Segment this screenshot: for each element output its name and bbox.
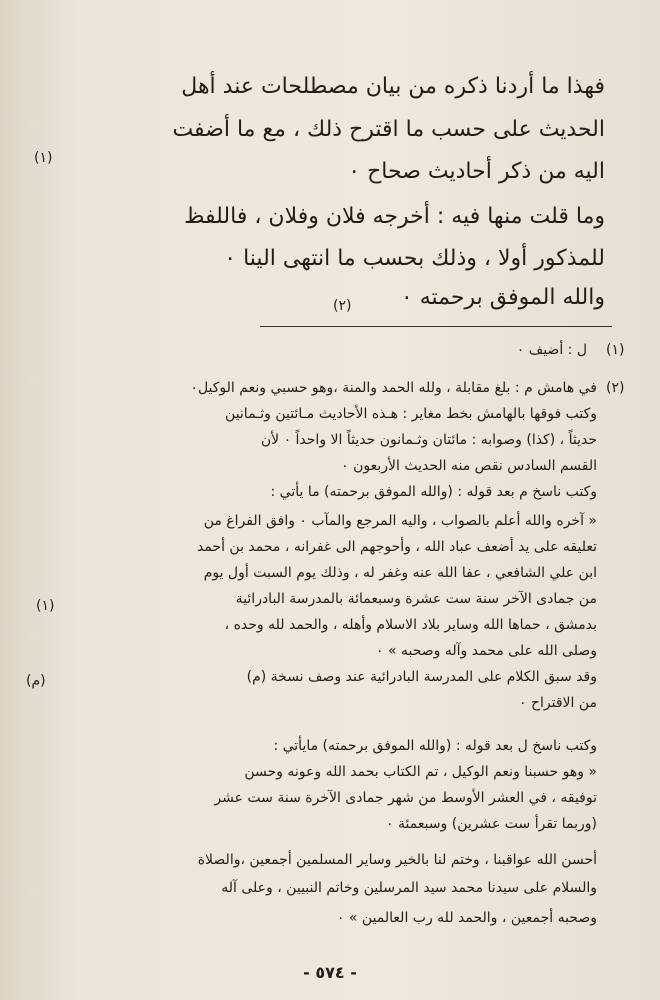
footnote-1-number: (١) [606, 342, 625, 358]
footnote-2-line-20: وصحبه أجمعين ، والحمد لله رب العالمين » ٠ [336, 910, 597, 926]
footnote-2-line-10: بدمشق ، حماها الله وساير بلاد الاسلام وأهله ، والحمد لله وحده ، [224, 617, 597, 633]
footnote-2-line-3: حديثاً ، (كذا) وصوابه : مائتان وثـمانون حديثاً الا واحداً ٠ لأن [260, 432, 597, 448]
footnote-2-line-1: في هامش م : بلغ مقابلة ، ولله الحمد والمنة ،وهو حسبي ونعم الوكيل٠ [190, 380, 597, 396]
page-number: - ٥٧٤ - [303, 963, 357, 982]
footnote-1-text: ل : أضيف ٠ [516, 342, 587, 358]
footnote-2-number: (٢) [606, 380, 625, 396]
main-text-line-4: وما قلت منها فيه : أخرجه فلان وفلان ، فاللفظ [184, 204, 605, 229]
footnote-2-line-5: وكتب ناسخ م بعد قوله : (والله الموفق برحمته) ما يأتي : [270, 484, 597, 500]
footnote-2-line-9: من جمادى الآخر سنة ست عشرة وسبعمائة بالمدرسة البادرائية [235, 591, 597, 607]
inline-footnote-mark: (١) [36, 598, 55, 614]
footnote-2-line-18: أحسن الله عواقبنا ، وختم لنا بالخير وساير المسلمين أجمعين ،والصلاة [197, 852, 597, 868]
footnote-separator [260, 326, 612, 327]
footnote-2-line-15: « وهو حسبنا ونعم الوكيل ، تم الكتاب بحمد الله وعونه وحسن [244, 764, 597, 780]
main-text-line-2: الحديث على حسب ما اقترح ذلك ، مع ما أضفت [172, 117, 605, 142]
manuscript-mark-m: (م) [26, 673, 46, 689]
footnote-2-line-17: (وربما تقرأ ست عشرين) وسبعمئة ٠ [386, 816, 597, 832]
footnote-2-line-14: وكتب ناسخ ل بعد قوله : (والله الموفق برحمته) مايأتي : [273, 738, 597, 754]
footnote-2-line-13: من الاقتراح ٠ [518, 695, 597, 711]
footnote-2-line-7: تعليقه على يد أضعف عباد الله ، وأحوجهم الى غفرانه ، محمد بن أحمد [196, 539, 597, 555]
footnote-2-line-8: ابن علي الشافعي ، عفا الله عنه وغفر له ، وذلك يوم السبت أول يوم [203, 565, 597, 581]
main-text-line-6: والله الموفق برحمته ٠ [400, 285, 605, 310]
footnote-2-line-6: « آخره والله أعلم بالصواب ، واليه المرجع والمآب ٠ وافق الفراغ من [203, 513, 597, 529]
footnote-2-line-11: وصلى الله على محمد وآله وصحبه » ٠ [376, 643, 597, 659]
main-text-line-5: للمذكور أولا ، وذلك بحسب ما انتهى الينا ٠ [224, 246, 605, 271]
footnote-2-line-12: وقد سبق الكلام على المدرسة البادرائية عند وصف نسخة (م) [246, 669, 597, 685]
main-text-line-1: فهذا ما أردنا ذكره من بيان مصطلحات عند أهل [181, 74, 605, 99]
footnote-mark-1: (١) [34, 150, 53, 166]
footnote-2-line-2: وكتب فوقها بالهامش بخط مغاير : هـذه الأحاديث مـائتين وثـمانين [225, 406, 597, 422]
footnote-2-line-19: والسلام على سيدنا محمد سيد المرسلين وخاتم النبيين ، وعلى آله [221, 880, 597, 896]
footnote-2-line-4: القسم السادس نقص منه الحديث الأربعون ٠ [341, 458, 597, 474]
footnote-2-line-16: توفيقه ، في العشر الأوسط من شهر جمادى الآخرة سنة ست عشر [214, 790, 597, 806]
main-text-line-3: اليه من ذكر أحاديث صحاح ٠ [348, 159, 605, 184]
footnote-mark-2: (٢) [333, 298, 352, 314]
